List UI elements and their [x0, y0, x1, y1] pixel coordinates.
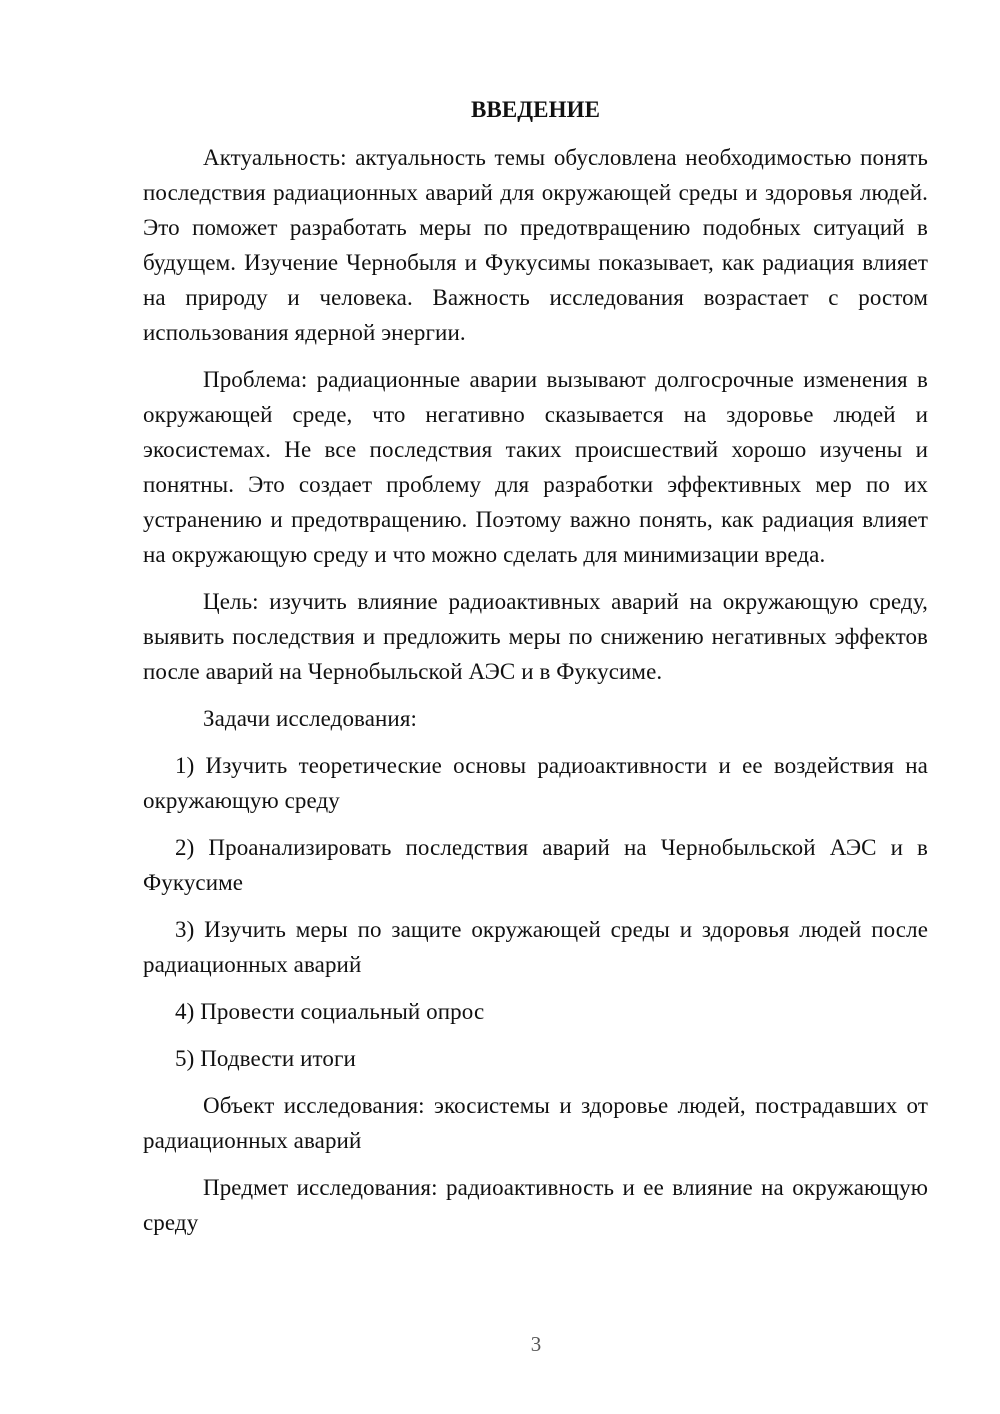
paragraph-subject: Предмет исследования: радиоактивность и ее влияние на окружающую среду — [143, 1175, 928, 1235]
paragraph-relevance: Актуальность: актуальность темы обусловлена необходимостью понять последствия радиационных аварий для окружающей среды и здоровья людей. Это поможет разработать меры по предотвращению подобных ситуаций в будущем. Изучение Чернобыля и Фукусимы показывает, как радиация влияет на природу и человека. Важность исследования возрастает с ростом использования ядерной энергии. — [143, 145, 928, 345]
paragraph-object: Объект исследования: экосистемы и здоровье людей, пострадавших от радиационных аварий — [143, 1093, 928, 1153]
task-item-3: 3) Изучить меры по защите окружающей среды и здоровья людей после радиационных аварий — [143, 917, 928, 977]
paragraph-goal: Цель: изучить влияние радиоактивных аварий на окружающую среду, выявить последствия и предложить меры по снижению негативных эффектов после аварий на Чернобыльской АЭС и в Фукусиме. — [143, 589, 928, 684]
task-item-1: 1) Изучить теоретические основы радиоактивности и ее воздействия на окружающую среду — [143, 753, 928, 813]
paragraph-tasks-heading: Задачи исследования: — [203, 706, 418, 731]
section-heading: ВВЕДЕНИЕ — [470, 97, 601, 122]
paragraph-problem: Проблема: радиационные аварии вызывают долгосрочные изменения в окружающей среде, что негативно сказывается на здоровье людей и экосистемах. Не все последствия таких происшествий хорошо изучены и понятны. Это создает проблему для разработки эффективных мер по их устранению и предотвращению. Поэтому важно понять, как радиация влияет на окружающую среду и что можно сделать для минимизации вреда. — [143, 367, 928, 567]
task-item-4: 4) Провести социальный опрос — [175, 999, 485, 1024]
document-body — [143, 92, 928, 1240]
task-item-5: 5) Подвести итоги — [175, 1046, 356, 1071]
task-item-2: 2) Проанализировать последствия аварий на Чернобыльской АЭС и в Фукусиме — [143, 835, 928, 895]
page-number: 3 — [530, 1332, 542, 1356]
